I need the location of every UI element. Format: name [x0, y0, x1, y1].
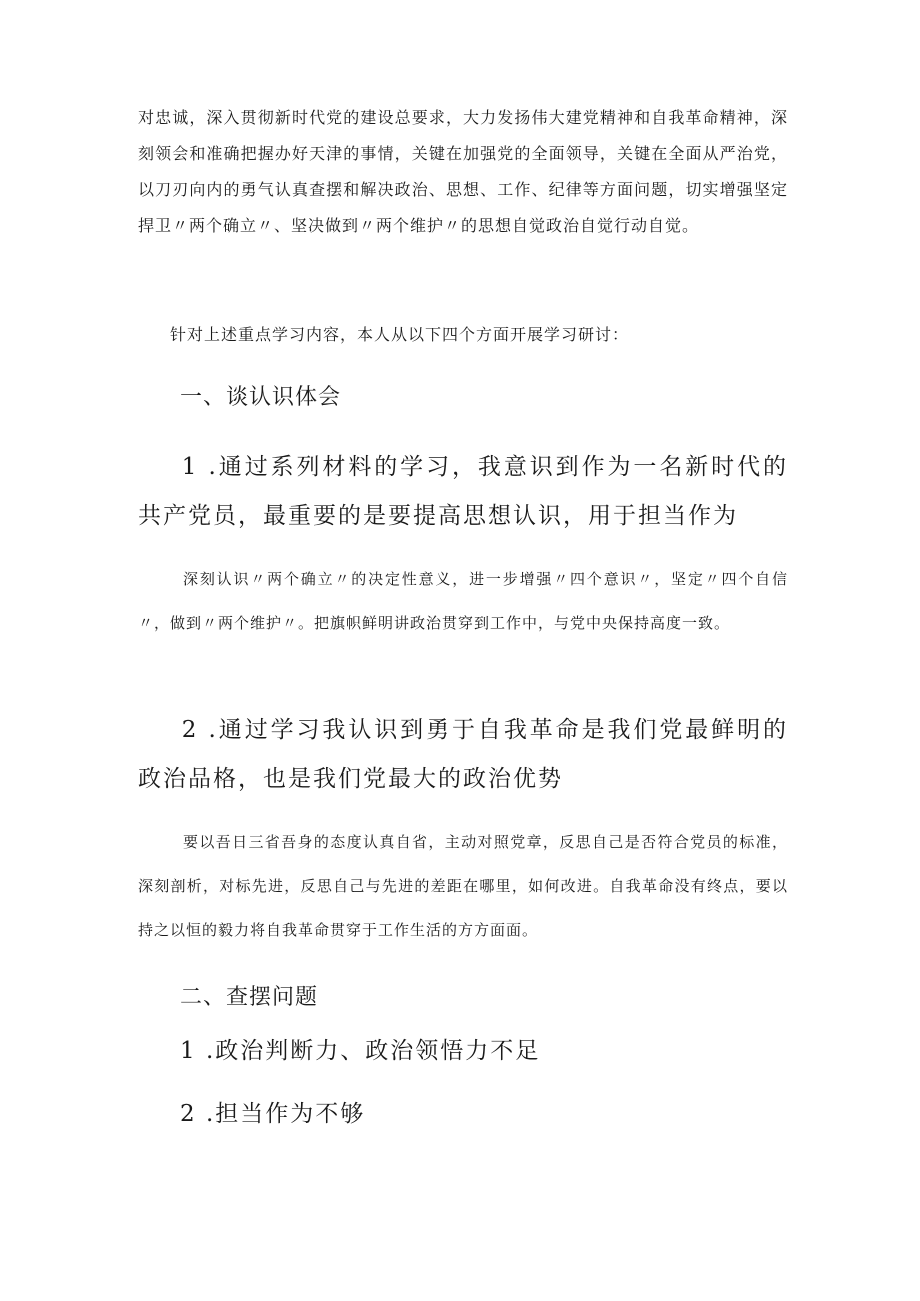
section-one-item-2-body: 要以吾日三省吾身的态度认真自省，主动对照党章，反思自己是否符合党员的标准，深刻剖析，对标先进，反思自己与先进的差距在哪里，如何改进。自我革命没有终点，要以持之以恒的毅力将自我革命贯穿于工作生活的方方面面。: [138, 833, 788, 939]
intro-paragraph: 对忠诚，深入贯彻新时代党的建设总要求，大力发扬伟大建党精神和自我革命精神，深刻领会和准确把握办好天津的事情，关键在加强党的全面领导，关键在全面从严治党，以刀刃向内的勇气认真查摆和解决政治、思想、工作、纪律等方面问题，切实增强坚定捍卫〃两个确立〃、坚决做到〃两个维护〃的思想自觉政治自觉行动自觉。: [138, 108, 788, 235]
section-one-heading: 一、谈认识体会: [180, 385, 342, 410]
section-one-item-2-heading: 2 .通过学习我认识到勇于自我革命是我们党最鲜明的政治品格，也是我们党最大的政治优势: [138, 717, 788, 792]
section-one-item-1-body: 深刻认识〃两个确立〃的决定性意义，进一步增强〃四个意识〃，坚定〃四个自信〃，做到〃两个维护〃。把旗帜鲜明讲政治贯穿到工作中，与党中央保持高度一致。: [138, 570, 788, 632]
transition-paragraph: 针对上述重点学习内容，本人从以下四个方面开展学习研讨：: [170, 325, 630, 344]
section-two-heading: 二、查摆问题: [180, 985, 319, 1010]
section-two-item-2: 2 .担当作为不够: [180, 1101, 366, 1127]
section-two-item-1: 1 .政治判断力、政治领悟力不足: [180, 1038, 541, 1064]
section-one-item-1-heading: 1 .通过系列材料的学习，我意识到作为一名新时代的共产党员，最重要的是要提高思想认识，用于担当作为: [138, 454, 788, 529]
